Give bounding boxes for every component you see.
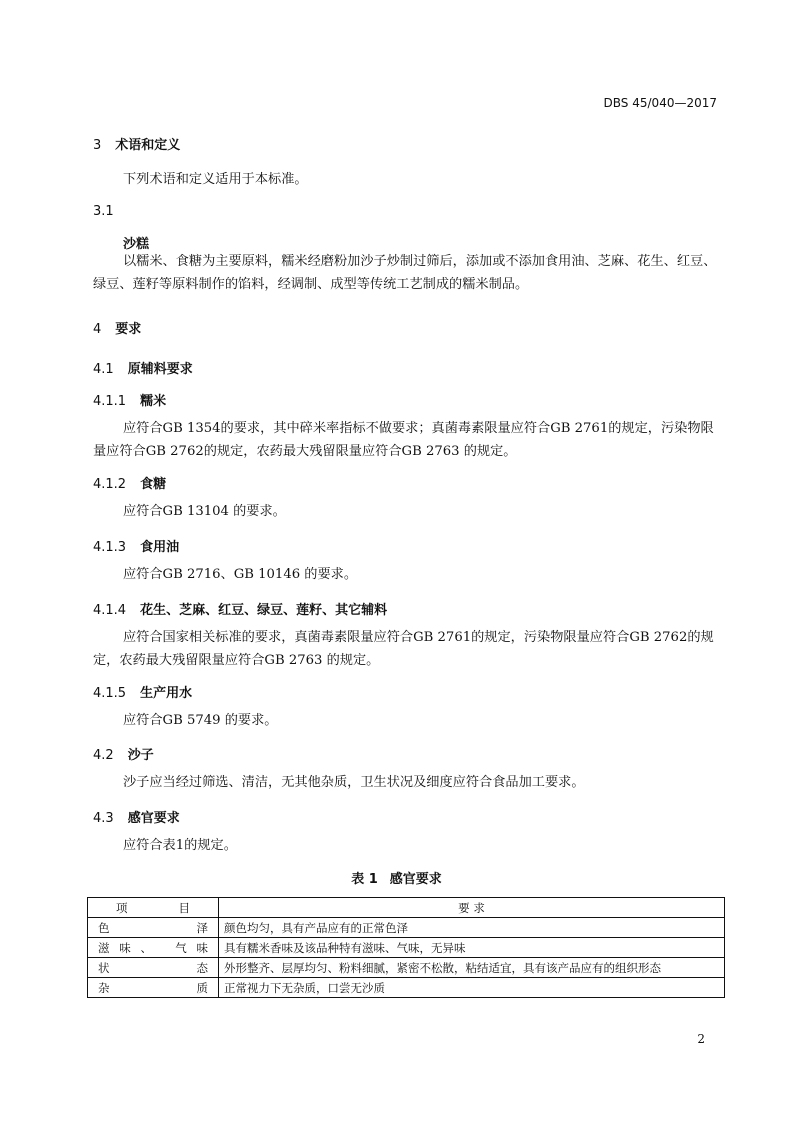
section-number: 4.1.5 xyxy=(93,686,127,701)
term-shagao: 沙糕 xyxy=(123,237,150,252)
section-4-1-4-heading xyxy=(93,599,387,618)
table-header-row xyxy=(88,898,725,918)
header-requirement: 要 求 xyxy=(219,898,725,918)
section-4-heading xyxy=(93,318,141,337)
section-title: 要求 xyxy=(115,322,142,337)
section-title: 生产用水 xyxy=(140,686,193,701)
page-number: 2 xyxy=(697,1032,705,1046)
section-number: 4.3 xyxy=(93,811,114,826)
section-number: 4.1.4 xyxy=(93,603,127,618)
section-4-3-text: 应符合表1的规定。 xyxy=(123,838,237,853)
table-caption-title: 感官要求 xyxy=(389,872,442,887)
row-item: 杂 质 xyxy=(88,978,219,998)
section-4-1-2-text: 应符合GB 13104 的要求。 xyxy=(123,504,286,519)
row-item: 滋味、 气味 xyxy=(88,938,219,958)
section-3-heading xyxy=(93,134,180,153)
section-3-intro: 下列术语和定义适用于本标准。 xyxy=(123,172,308,187)
table-caption xyxy=(0,868,793,887)
section-title: 术语和定义 xyxy=(115,138,181,153)
table-row xyxy=(88,958,725,978)
table-caption-number: 表 1 xyxy=(351,872,378,887)
row-requirement: 具有糯米香味及该品种特有滋味、气味，无异味 xyxy=(219,938,725,958)
section-4-1-4-text: 应符合国家相关标准的要求，真菌毒素限量应符合GB 2761的规定，污染物限量应符合GB 2762的规定，农药最大残留限量应符合GB 2763 的规定。 xyxy=(93,630,714,668)
clause-3-1-number: 3.1 xyxy=(93,204,114,219)
section-4-1-5-heading xyxy=(93,682,192,701)
section-title: 原辅料要求 xyxy=(127,362,193,377)
document-code-header: DBS 45/040—2017 xyxy=(603,96,717,110)
section-number: 4.1.2 xyxy=(93,477,127,492)
section-title: 糯米 xyxy=(140,394,167,409)
table-row xyxy=(88,978,725,998)
section-4-1-1-heading xyxy=(93,390,166,409)
section-4-2-heading xyxy=(93,744,154,763)
section-4-1-3-text: 应符合GB 2716、GB 10146 的要求。 xyxy=(123,567,358,582)
section-4-1-heading xyxy=(93,358,193,377)
section-title: 食用油 xyxy=(140,540,180,555)
section-number: 4.1.3 xyxy=(93,540,127,555)
section-number: 4.2 xyxy=(93,748,114,763)
section-4-1-1-text: 应符合GB 1354的要求，其中碎米率指标不做要求；真菌毒素限量应符合GB 2761的规定，污染物限量应符合GB 2762的规定，农药最大残留限量应符合GB 2763 的规定。 xyxy=(93,421,714,459)
row-item: 状 态 xyxy=(88,958,219,978)
section-4-3-heading xyxy=(93,807,180,826)
section-number: 4.1 xyxy=(93,362,114,377)
section-title: 感官要求 xyxy=(127,811,180,826)
term-definition: 以糯米、食糖为主要原料，糯米经磨粉加沙子炒制过筛后，添加或不添加食用油、芝麻、花生、红豆、绿豆、莲籽等原料制作的馅料，经调制、成型等传统工艺制成的糯米制品。 xyxy=(93,254,717,292)
header-item: 项 目 xyxy=(88,898,219,918)
table-row xyxy=(88,938,725,958)
section-number: 3 xyxy=(93,138,102,153)
section-4-2-text: 沙子应当经过筛选、清洁，无其他杂质，卫生状况及细度应符合食品加工要求。 xyxy=(123,775,585,790)
row-requirement: 颜色均匀，具有产品应有的正常色泽 xyxy=(219,918,725,938)
section-title: 沙子 xyxy=(127,748,154,763)
section-4-1-3-heading xyxy=(93,536,179,555)
row-item: 色 泽 xyxy=(88,918,219,938)
section-title: 花生、芝麻、红豆、绿豆、莲籽、其它辅料 xyxy=(140,603,388,618)
section-4-1-2-heading xyxy=(93,473,166,492)
row-requirement: 外形整齐、层厚均匀、粉料细腻，紧密不松散，粘结适宜，具有该产品应有的组织形态 xyxy=(219,958,725,978)
section-title: 食糖 xyxy=(140,477,167,492)
section-number: 4 xyxy=(93,322,102,337)
table-row xyxy=(88,918,725,938)
sensory-requirements-table xyxy=(87,897,725,998)
row-requirement: 正常视力下无杂质，口尝无沙质 xyxy=(219,978,725,998)
section-4-1-5-text: 应符合GB 5749 的要求。 xyxy=(123,713,278,728)
section-number: 4.1.1 xyxy=(93,394,127,409)
